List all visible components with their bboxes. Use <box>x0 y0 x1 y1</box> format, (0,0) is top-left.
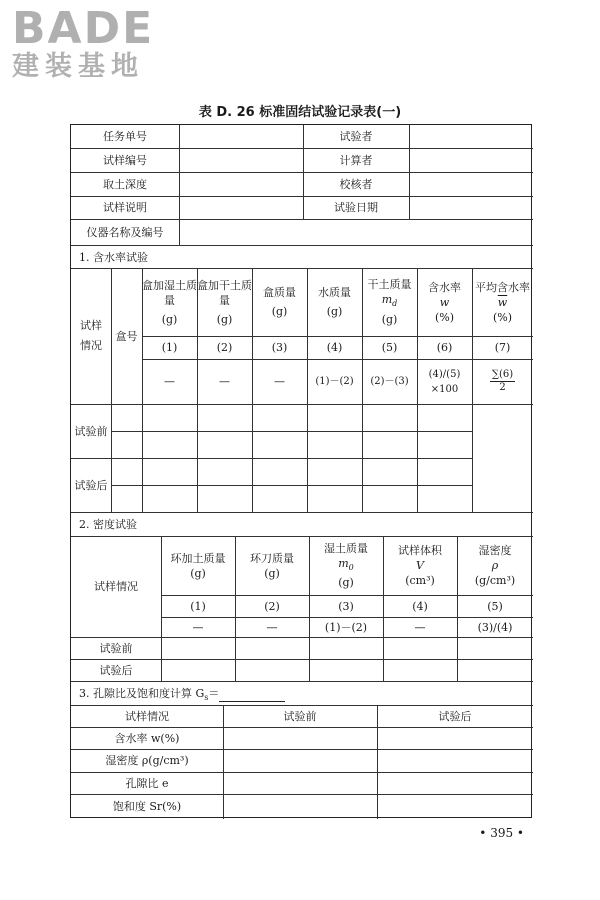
water-col-header <box>307 268 362 336</box>
density-sample-condition-label: 试样情况 <box>94 580 138 593</box>
col-name: 试样体积 <box>398 544 442 557</box>
symbol-m: m <box>381 293 393 307</box>
col-number: (3) <box>338 599 354 613</box>
col-unit: (g) <box>216 312 233 326</box>
gs-blank-line <box>219 690 285 702</box>
col-unit: (cm³) <box>405 574 435 587</box>
symbol-sub: d <box>392 299 398 309</box>
water-sample-condition-label <box>71 268 111 404</box>
section-text: 3. 孔隙比及饱和度计算 G <box>79 687 205 700</box>
water-col-header <box>362 268 417 336</box>
porosity-after-header: 试验后 <box>438 709 472 723</box>
porosity-condition-header: 试样情况 <box>125 709 169 723</box>
col-number: (1) <box>161 341 178 354</box>
void-ratio-row-label: 孔隙比 e <box>125 776 169 790</box>
water-col-header <box>197 268 252 336</box>
col-name: 含水率 <box>428 280 461 294</box>
wet-density-row-label: 湿密度 ρ(g/cm³) <box>105 754 189 767</box>
water-content-section-title: 1. 含水率试验 <box>79 251 148 264</box>
col-formula: — <box>266 620 278 634</box>
col-number: (2) <box>264 599 280 613</box>
water-sample-condition-text: 试样情况 <box>80 319 102 352</box>
col-unit: (g) <box>326 305 343 318</box>
col-number: (6) <box>436 341 453 354</box>
col-formula: (1)－(2) <box>315 376 354 387</box>
col-symbol <box>382 292 398 311</box>
fraction-numerator: ∑(6) <box>491 369 514 380</box>
instrument-label: 仪器名称及编号 <box>86 225 164 239</box>
density-before-label: 试验前 <box>99 641 133 655</box>
water-col-header <box>252 268 307 336</box>
col-unit: (g/cm³) <box>474 574 516 587</box>
density-after-label: 试验后 <box>99 663 133 677</box>
calculator-label: 计算者 <box>339 153 373 167</box>
symbol-m: m <box>338 556 349 570</box>
average-fraction <box>490 369 515 394</box>
col-formula <box>417 359 472 404</box>
tester-label: 试验者 <box>339 130 373 143</box>
col-unit: (g) <box>264 566 280 580</box>
water-col-header <box>142 268 197 336</box>
sample-description-label: 试样说明 <box>103 201 147 214</box>
col-name: 环刀质量 <box>250 551 294 565</box>
water-col-header <box>417 268 472 336</box>
section-sub: s <box>204 693 209 703</box>
brand-logo <box>12 3 155 82</box>
water-content-row-label: 含水率 w(%) <box>114 731 180 745</box>
col-name: 湿土质量 <box>324 541 368 555</box>
density-col-header <box>161 536 235 595</box>
task-number-label: 任务单号 <box>103 130 147 143</box>
density-col-header <box>235 536 309 595</box>
col-number: (3) <box>271 341 288 354</box>
table-title: 表 D. 26 标准固结试验记录表(一) <box>198 105 402 120</box>
col-formula: — <box>164 375 175 388</box>
page-number: • 395 • <box>479 826 524 840</box>
col-number: (7) <box>494 341 511 354</box>
col-formula: — <box>414 620 426 634</box>
sample-number-label: 试样编号 <box>103 153 147 167</box>
col-symbol: $\overline{w}$ <box>497 295 508 309</box>
col-symbol <box>338 556 354 575</box>
fraction-denominator: 2 <box>499 382 506 393</box>
density-col-header <box>457 536 533 595</box>
col-name: 平均含水率 <box>475 280 530 294</box>
logo-subtitle: 建装基地 <box>12 51 144 82</box>
col-name: 水质量 <box>318 286 351 299</box>
col-number: (2) <box>216 341 233 354</box>
col-unit: (g) <box>338 576 354 590</box>
col-formula: — <box>274 375 285 388</box>
col-unit: (g) <box>190 566 206 580</box>
col-name: 干土质量 <box>367 278 412 292</box>
test-date-label: 试验日期 <box>334 201 378 214</box>
water-col-header <box>472 268 533 336</box>
col-unit: (%) <box>434 310 455 324</box>
col-unit: (%) <box>492 310 513 324</box>
box-number-label: 盒号 <box>115 329 138 343</box>
record-sheet <box>70 124 532 818</box>
sampling-depth-label: 取土深度 <box>103 177 147 191</box>
logo-wordmark: BADE <box>12 3 155 54</box>
porosity-section-title <box>79 685 285 702</box>
col-name: 盒加湿土质量 <box>142 278 197 307</box>
density-col-header <box>309 536 383 595</box>
col-name: 湿密度 <box>478 544 512 557</box>
col-formula <box>472 359 533 404</box>
col-name: 环加土质量 <box>170 551 226 565</box>
col-unit: (g) <box>161 312 178 326</box>
checker-label: 校核者 <box>339 177 373 191</box>
density-section-title: 2. 密度试验 <box>79 518 137 531</box>
col-formula: (2)－(3) <box>370 376 409 387</box>
formula-line-1: (4)/(5) <box>428 368 461 380</box>
col-number: (5) <box>381 341 398 354</box>
density-col-header <box>383 536 457 595</box>
water-before-label: 试验前 <box>74 424 108 438</box>
col-number: (5) <box>487 599 503 613</box>
col-formula: — <box>219 375 230 388</box>
col-formula: (3)/(4) <box>477 620 513 634</box>
col-formula: — <box>192 620 204 634</box>
formula-line-2: ×100 <box>430 383 459 395</box>
col-unit: (g) <box>271 305 288 318</box>
col-number: (1) <box>190 599 206 613</box>
saturation-row-label: 饱和度 Sr(%) <box>112 800 182 813</box>
water-after-label: 试验后 <box>74 478 108 492</box>
section-equals: ＝ <box>208 687 220 700</box>
col-number: (4) <box>326 341 343 354</box>
porosity-before-header: 试验前 <box>283 709 317 723</box>
col-unit: (g) <box>381 312 398 326</box>
col-name: 盒质量 <box>263 286 296 299</box>
col-formula: (1)－(2) <box>324 620 368 634</box>
col-number: (4) <box>412 599 428 613</box>
col-symbol: V <box>416 559 424 572</box>
col-symbol: w <box>439 295 450 309</box>
symbol-sub: 0 <box>348 563 354 573</box>
col-name: 盒加干土质量 <box>197 278 252 307</box>
col-symbol: ρ <box>491 559 499 572</box>
